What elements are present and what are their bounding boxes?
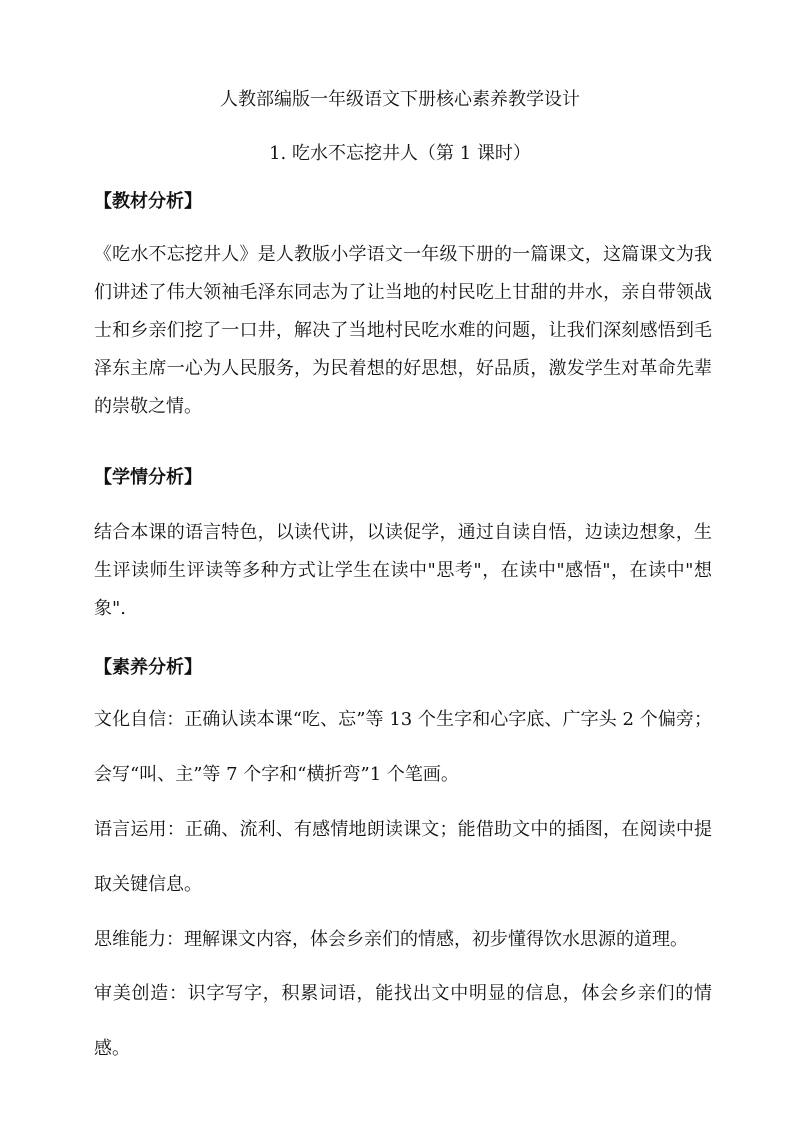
lesson-title: 1. 吃水不忘挖井人（第 1 课时） <box>269 143 531 164</box>
competency-item-aesthetic-creation: 审美创造：识字写字，积累词语，能找出文中明显的信息，体会乡亲们的情感。 <box>94 983 712 1059</box>
document-title: 人教部编版一年级语文下册核心素养教学设计 <box>220 89 580 110</box>
section-heading-learner-analysis: 【学情分析】 <box>94 467 202 488</box>
section-heading-textbook-analysis: 【教材分析】 <box>94 191 202 212</box>
textbook-analysis-paragraph: 《吃水不忘挖井人》是人教版小学语文一年级下册的一篇课文，这篇课文为我们讲述了伟大领袖毛泽东同志为了让当地的村民吃上甘甜的井水，亲自带领战士和乡亲们挖了一口井，解决了当地村民吃水难的问题，让我们深刻感悟到毛泽东主席一心为人民服务，为民着想的好思想，好品质，激发学生对革命先辈的崇敬之情。 <box>94 244 712 417</box>
learner-analysis-paragraph: 结合本课的语言特色，以读代讲，以读促学，通过自读自悟，边读边想象，生生评读师生评读等多种方式让学生在读中"思考"，在读中"感悟"，在读中"想象". <box>94 522 712 619</box>
competency-item-thinking-ability: 思维能力：理解课文内容，体会乡亲们的情感，初步懂得饮水思源的道理。 <box>94 929 688 950</box>
competency-item-cultural-confidence: 文化自信：正确认读本课“吃、忘”等 13 个生字和心字底、广字头 2 个偏旁；会写“叫、主”等 7 个字和“横折弯”1 个笔画。 <box>94 709 712 785</box>
section-heading-competency-analysis: 【素养分析】 <box>94 657 202 678</box>
competency-item-language-use: 语言运用：正确、流利、有感情地朗读课文；能借助文中的插图，在阅读中提取关键信息。 <box>94 819 712 895</box>
